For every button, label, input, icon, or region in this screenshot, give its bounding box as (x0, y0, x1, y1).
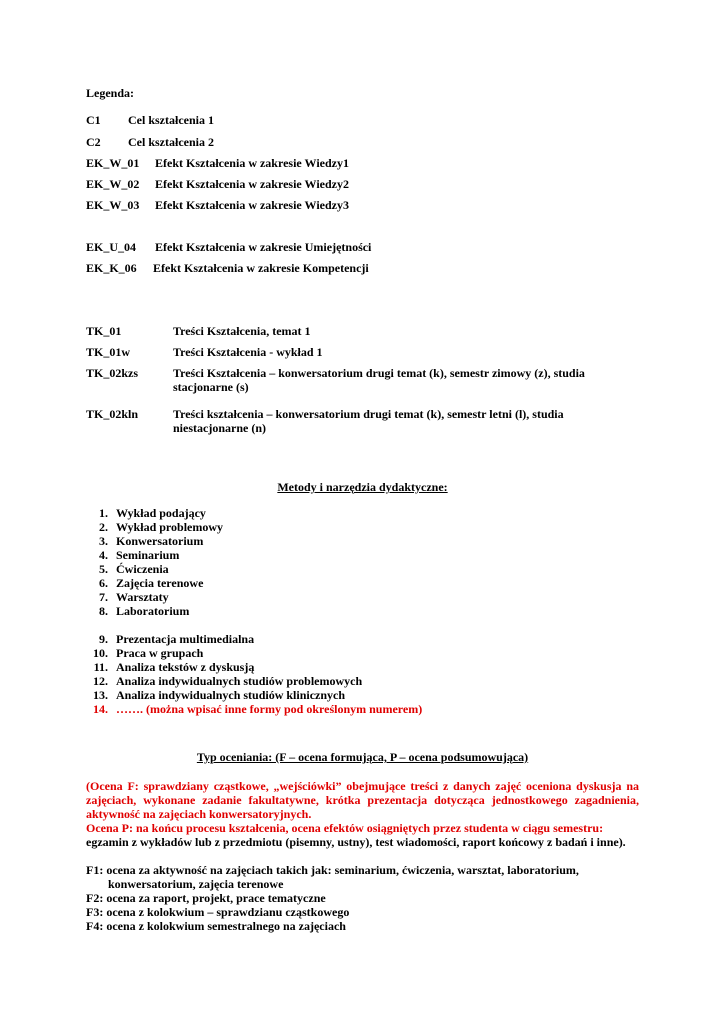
list-item: 6. Zajęcia terenowe (99, 576, 204, 590)
legend-code: EK_W_03 (86, 198, 140, 212)
legend-item (86, 261, 369, 276)
list-item: 12. Analiza indywidualnych studiów problemowych (93, 674, 363, 688)
content-item (86, 366, 585, 380)
list-item: 8. Laboratorium (99, 604, 190, 618)
f-line: F3: ocena z kolokwium – sprawdzianu cząstkowego (86, 905, 350, 919)
legend-item (86, 135, 214, 150)
list-item: 13. Analiza indywidualnych studiów klinicznych (93, 688, 346, 702)
content-desc: Treści Kształcenia - wykład 1 (173, 345, 323, 359)
f-line: F2: ocena za raport, projekt, prace tematyczne (86, 891, 326, 905)
list-item: 5. Ćwiczenia (99, 562, 169, 576)
legend-item (86, 240, 371, 255)
content-item (86, 407, 564, 422)
content-item (86, 324, 311, 339)
list-item: 4. Seminarium (99, 548, 180, 562)
content-code: TK_02kln (86, 407, 139, 421)
content-desc: Treści Kształcenia, temat 1 (173, 324, 311, 338)
legend-desc: Cel kształcenia 1 (128, 113, 214, 127)
list-item: 14. ……. (można wpisać inne formy pod określonym numerem) (93, 702, 423, 716)
content-code: TK_01 (86, 324, 122, 338)
legend-item (86, 177, 349, 192)
list-item: 9. Prezentacja multimedialna (99, 632, 255, 646)
list-item: 2. Wykład problemowy (99, 520, 224, 534)
content-item (86, 345, 323, 360)
legend-item (86, 113, 214, 128)
f-line: F4: ocena z kolokwium semestralnego na zajęciach (86, 919, 346, 933)
legend-desc: Cel kształcenia 2 (128, 135, 214, 149)
legend-code: C1 (86, 113, 101, 127)
legend-item (86, 156, 349, 171)
content-desc: Treści kształcenia – konwersatorium drugi temat (k), semestr letni (l), studia (173, 407, 564, 421)
f-line: konwersatorium, zajęcia terenowe (108, 877, 284, 891)
legend-code: C2 (86, 135, 101, 149)
content-code: TK_02kzs (86, 366, 139, 380)
legend-code: EK_W_02 (86, 177, 140, 191)
content-desc: Treści Kształcenia – konwersatorium drugi temat (k), semestr zimowy (z), studia (173, 366, 585, 380)
legend-desc: Efekt Kształcenia w zakresie Kompetencji (153, 261, 369, 275)
list-item: 3. Konwersatorium (99, 534, 204, 548)
methods-heading: Metody i narzędzia dydaktyczne: (277, 480, 448, 494)
list-item: 7. Warsztaty (99, 590, 169, 604)
content-desc-continued: stacjonarne (s) (173, 380, 249, 394)
legend-item (86, 198, 349, 213)
legend-title: Legenda: (86, 86, 134, 100)
content-code: TK_01w (86, 345, 131, 359)
methods-list (86, 506, 422, 716)
f-line: F1: ocena za aktywność na zajęciach takich jak: seminarium, ćwiczenia, warsztat, laboratorium, (86, 863, 579, 877)
list-item: 1. Wykład podający (99, 506, 206, 520)
legend-desc: Efekt Kształcenia w zakresie Wiedzy3 (155, 198, 349, 212)
legend-code: EK_U_04 (86, 240, 137, 254)
list-item: 11. Analiza tekstów z dyskusją (93, 660, 255, 674)
legend-desc: Efekt Kształcenia w zakresie Umiejętności (155, 240, 372, 254)
legend-code: EK_K_06 (86, 261, 137, 275)
assessment-heading: Typ oceniania: (F – ocena formująca, P – ocena podsumowująca) (196, 750, 529, 764)
ocena-f-paragraph: (Ocena F: sprawdziany cząstkowe, „wejściówki” obejmujące treści z danych zajęć oceniona dyskusja na zajęciach, wykonane zadanie fakultatywne, krótka prezentacja dotycząca jednostkowego zagadnienia, aktywność na zajęciach konwersatoryjnych. (86, 779, 639, 821)
ocena-p-continuation: egzamin z wykładów lub z przedmiotu (pisemny, ustny), test wiadomości, raport końcowy z badań i inne). (86, 835, 626, 849)
legend-code: EK_W_01 (86, 156, 140, 170)
list-item: 10. Praca w grupach (93, 646, 204, 660)
content-desc-continued: niestacjonarne (n) (173, 421, 266, 435)
legend-desc: Efekt Kształcenia w zakresie Wiedzy2 (155, 177, 349, 191)
ocena-p-paragraph: Ocena P: na końcu procesu kształcenia, ocena efektów osiągniętych przez studenta w ciągu semestru: (86, 821, 604, 835)
legend-desc: Efekt Kształcenia w zakresie Wiedzy1 (155, 156, 349, 170)
